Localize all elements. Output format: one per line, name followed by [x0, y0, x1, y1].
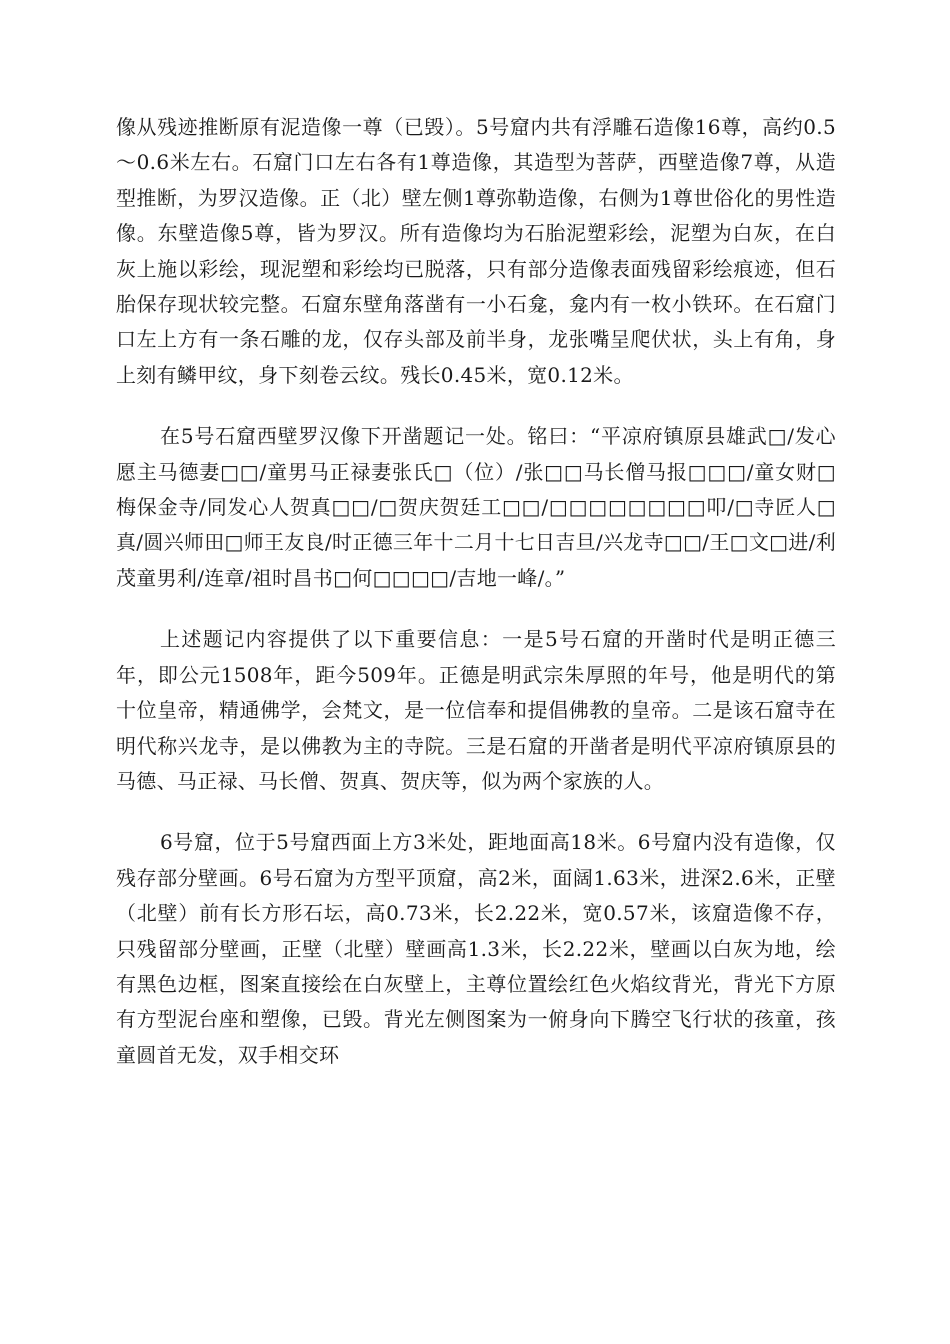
paragraph-cave6-description: 6号窟，位于5号窟西面上方3米处，距地面高18米。6号窟内没有造像，仅残存部分壁画。6号石窟为方型平顶窟，高2米，面阔1.63米，进深2.6米，正壁（北壁）前有长方形石坛，高0.73米，长2.22米，宽0.57米，该窟造像不存，只残留部分壁画，正壁（北壁）壁画高1.3米，长2.22米，壁画以白灰为地，绘有黑色边框，图案直接绘在白灰壁上，主尊位置绘红色火焰纹背光，背光下方原有方型泥台座和塑像，已毁。背光左侧图案为一俯身向下腾空飞行状的孩童，孩童圆首无发，双手相交环: [116, 830, 836, 1067]
paragraph-inscription: 在5号石窟西壁罗汉像下开凿题记一处。铭曰：“平凉府镇原县雄武□/发心愿主马德妻□□/童男马正禄妻张氏□（位）/张□□马长僧马报□□□/童女财□梅保金寺/同发心人贺真□□/□贺庆贺廷工□□/□□□□□□□□叩/□寺匠人□真/圆兴师田□师王友良/时正德三年十二月十七日吉旦/兴龙寺□□/王□文□进/利茂童男利/连章/祖时昌书□何□□□□/吉地一峰/。”: [116, 424, 836, 590]
paragraph-inscription-analysis: 上述题记内容提供了以下重要信息：一是5号石窟的开凿时代是明正德三年，即公元1508年，距今509年。正德是明武宗朱厚照的年号，他是明代的第十位皇帝，精通佛学，会梵文，是一位信奉和提倡佛教的皇帝。二是该石窟寺在明代称兴龙寺，是以佛教为主的寺院。三是石窟的开凿者是明代平凉府镇原县的马德、马正禄、马长僧、贺真、贺庆等，似为两个家族的人。: [116, 627, 836, 793]
document-page: [116, 110, 836, 1073]
paragraph-cave5-description: 像从残迹推断原有泥造像一尊（已毁）。5号窟内共有浮雕石造像16尊，高约0.5～0.6米左右。石窟门口左右各有1尊造像，其造型为菩萨，西壁造像7尊，从造型推断，为罗汉造像。正（北）壁左侧1尊弥勒造像，右侧为1尊世俗化的男性造像。东壁造像5尊，皆为罗汉。所有造像均为石胎泥塑彩绘，泥塑为白灰，在白灰上施以彩绘，现泥塑和彩绘均已脱落，只有部分造像表面残留彩绘痕迹，但石胎保存现状较完整。石窟东壁角落凿有一小石龛，龛内有一枚小铁环。在石窟门口左上方有一条石雕的龙，仅存头部及前半身，龙张嘴呈爬伏状，头上有角，身上刻有鳞甲纹，身下刻卷云纹。残长0.45米，宽0.12米。: [116, 115, 836, 387]
